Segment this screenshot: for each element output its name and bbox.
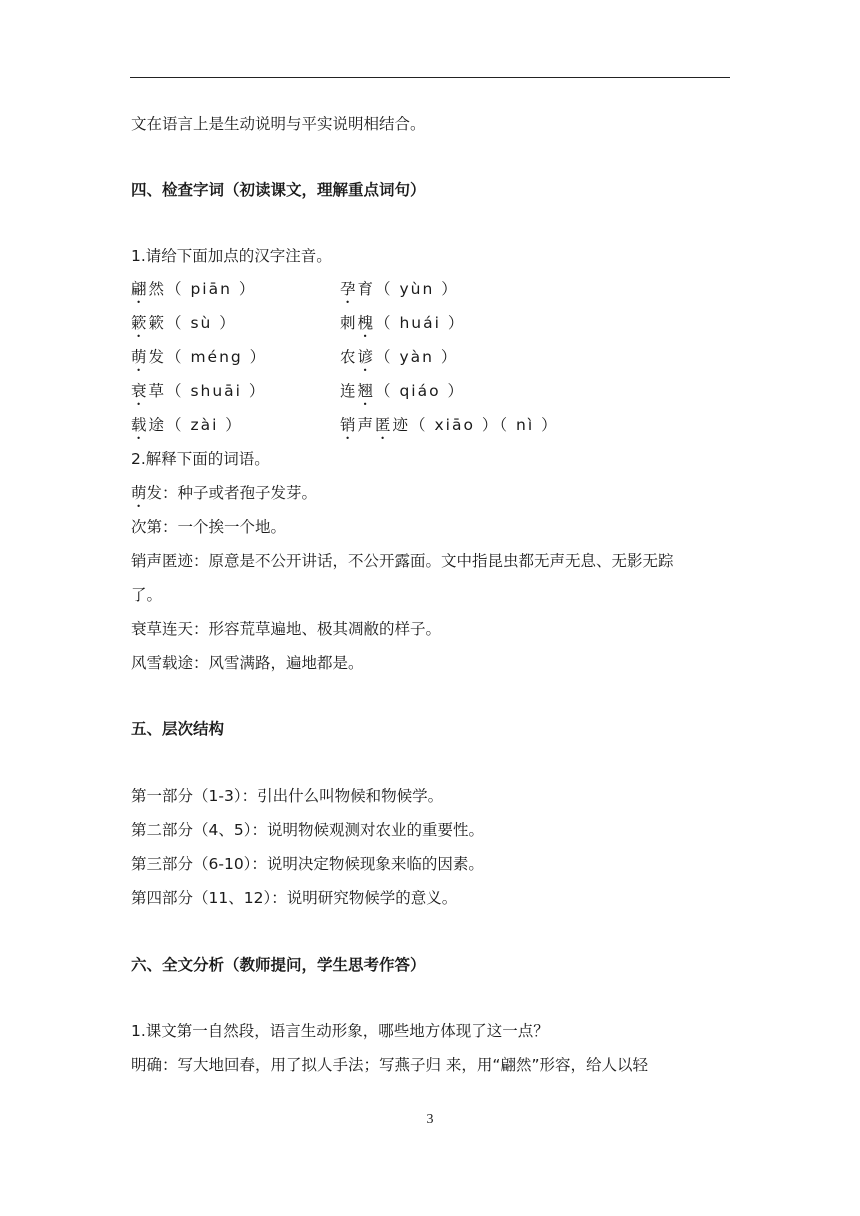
pinyin-text: 途（ zài ）	[148, 416, 243, 434]
pinyin-item	[340, 347, 458, 375]
definition-text: 发：种子或者孢子发芽。	[146, 484, 318, 502]
section4-heading: 四、检查字词（初读课文，理解重点词句）	[131, 181, 426, 199]
dotted-char: 翘	[357, 382, 376, 400]
pinyin-text: 发（ méng ）	[148, 348, 268, 366]
pinyin-text: （ yàn ）	[375, 348, 459, 366]
structure-part: 第四部分（11、12）：说明研究物候学的意义。	[131, 889, 458, 907]
section6-question1: 1.课文第一自然段，语言生动形象，哪些地方体现了这一点？	[131, 1022, 549, 1040]
dotted-char: 槐	[357, 314, 376, 332]
plain-char: 刺	[340, 314, 358, 332]
dotted-char: 簌	[131, 314, 149, 332]
definition-line	[131, 483, 317, 511]
dotted-char: 孕	[340, 280, 358, 298]
pinyin-text: 草（ shuāi ）	[148, 382, 267, 400]
pinyin-text: 簌（ sù ）	[148, 314, 237, 332]
intro-tail-text: 文在语言上是生动说明与平实说明相结合。	[131, 115, 426, 133]
structure-part: 第二部分（4、5）：说明物候观测对农业的重要性。	[131, 821, 484, 839]
pinyin-text: 育（ yùn ）	[357, 280, 459, 298]
structure-part: 第三部分（6-10）：说明决定物候现象来临的因素。	[131, 855, 484, 873]
dotted-char: 谚	[357, 348, 376, 366]
pinyin-item	[131, 347, 267, 375]
section4-question2: 2.解释下面的词语。	[131, 450, 270, 468]
pinyin-item	[131, 279, 256, 307]
section4-question1: 1.请给下面加点的汉字注音。	[131, 247, 332, 265]
section5-heading: 五、层次结构	[131, 720, 225, 738]
pinyin-text: （ huái ）	[375, 314, 466, 332]
dotted-char: 匿	[375, 416, 393, 434]
pinyin-item	[131, 381, 266, 409]
pinyin-item	[131, 415, 243, 443]
pinyin-item	[340, 313, 465, 341]
structure-part: 第一部分（1-3）：引出什么叫物候和物候学。	[131, 787, 444, 805]
dotted-char: 衰	[131, 382, 149, 400]
pinyin-text: 迹（ xiāo ）（ nì ）	[392, 416, 559, 434]
pinyin-item	[131, 313, 237, 341]
pinyin-text: （ qiáo ）	[375, 382, 466, 400]
dotted-char: 萌	[131, 484, 147, 502]
definition-line: 风雪载途：风雪满路，遍地都是。	[131, 654, 364, 672]
definition-line: 销声匿迹：原意是不公开讲话，不公开露面。文中指昆虫都无声无息、无影无踪	[131, 552, 674, 570]
page-number: 3	[426, 1112, 434, 1127]
section6-answer1: 明确：写大地回春，用了拟人手法；写燕子归 来，用“翩然”形容，给人以轻	[131, 1056, 648, 1074]
dotted-char: 萌	[131, 348, 149, 366]
dotted-char: 销	[340, 416, 358, 434]
pinyin-text: 然（ piān ）	[148, 280, 257, 298]
dotted-char: 翩	[131, 280, 149, 298]
header-rule	[130, 77, 730, 78]
plain-char: 连	[340, 382, 358, 400]
pinyin-item	[340, 415, 559, 443]
plain-char: 农	[340, 348, 358, 366]
definition-line: 次第：一个挨一个地。	[131, 518, 287, 536]
definition-line: 衰草连天：形容荒草遍地、极其凋敝的样子。	[131, 620, 442, 638]
dotted-char: 载	[131, 416, 149, 434]
definition-line: 了。	[131, 586, 163, 604]
pinyin-item	[340, 381, 465, 409]
plain-char: 声	[357, 416, 376, 434]
section6-heading: 六、全文分析（教师提问，学生思考作答）	[131, 956, 426, 974]
pinyin-item	[340, 279, 459, 307]
